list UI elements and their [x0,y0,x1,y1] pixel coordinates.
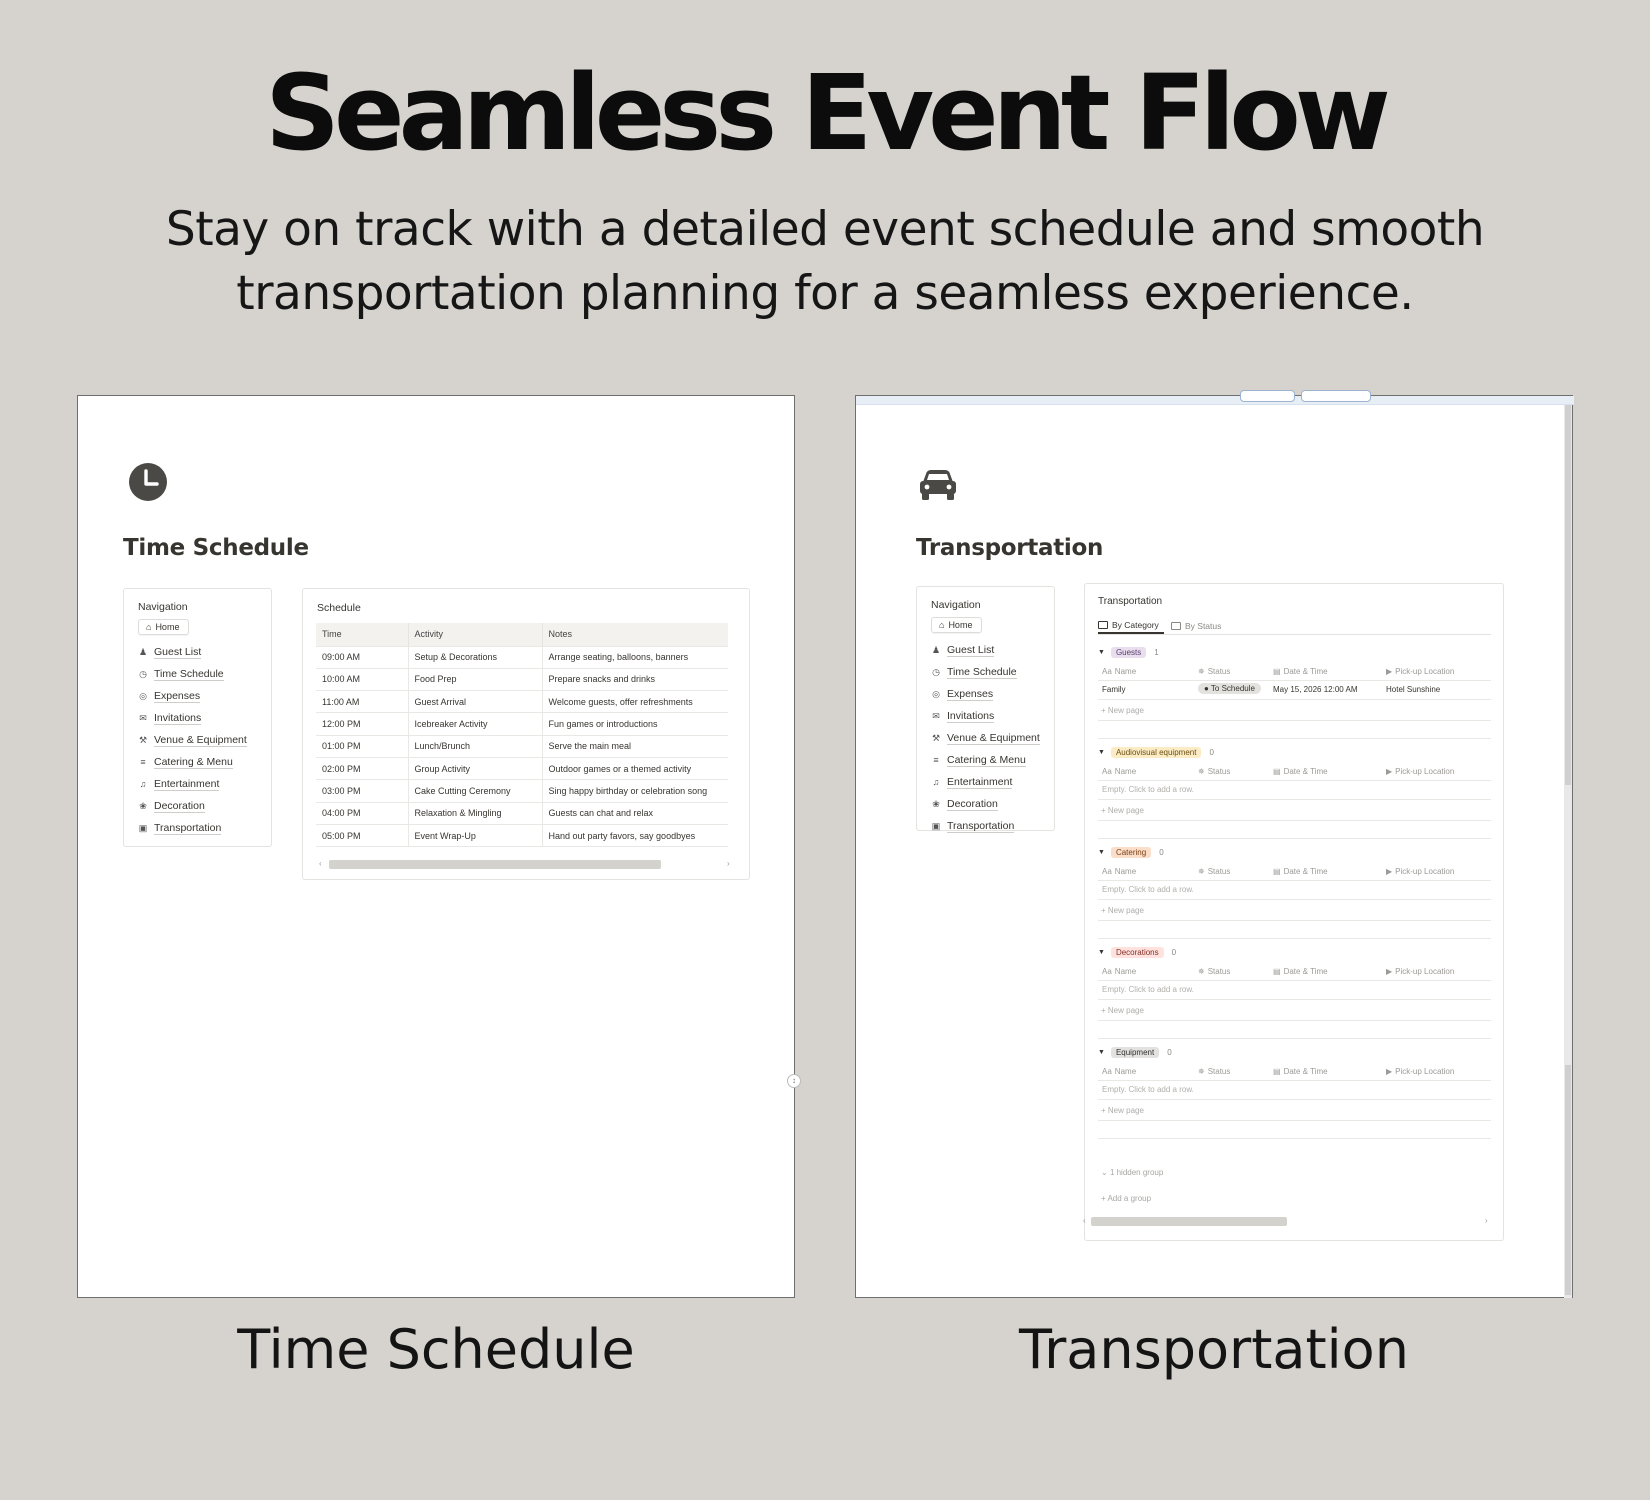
column-header-label: Date & Time [1283,767,1328,776]
empty-row[interactable] [1098,881,1491,900]
car-icon: ▣ [138,823,148,833]
column-type-icon: Aa [1102,1067,1112,1076]
table-row[interactable] [316,802,728,824]
table-cell[interactable]: Event Wrap-Up [408,824,542,846]
group-header[interactable] [1098,1044,1172,1060]
sidebar-item-label: Catering & Menu [154,755,233,768]
guests-icon: ♟ [931,645,941,655]
tab-label: By Status [1185,620,1222,631]
scroll-left-arrow[interactable]: ‹ [1083,1216,1086,1225]
table-row[interactable] [1098,681,1491,700]
column-header[interactable] [1198,867,1230,876]
column-header-label: Pick-up Location [1395,967,1455,976]
group-count: 0 [1167,1047,1172,1057]
navigation-panel [916,586,1055,831]
caption-time-schedule: Time Schedule [237,1318,635,1381]
car-icon: ▣ [931,821,941,831]
group-decorations [1098,944,1491,1039]
column-header-label: Name [1114,967,1137,976]
horizontal-scrollbar[interactable] [1091,1217,1287,1226]
empty-row[interactable] [1098,1081,1491,1100]
column-header[interactable] [1386,1067,1454,1076]
decoration-icon: ❀ [139,801,147,811]
decoration-icon: ❀ [932,799,940,809]
table-row[interactable] [316,780,728,802]
column-headers [1098,1063,1491,1081]
column-header-label: Name [1114,667,1137,676]
column-header[interactable] [1386,767,1454,776]
group-tag: Equipment [1111,1047,1159,1058]
group-tag: Audiovisual equipment [1111,747,1202,758]
group-guests [1098,644,1491,739]
hidden-group-toggle[interactable]: ⌄ 1 hidden group [1101,1168,1164,1177]
column-header[interactable] [1273,767,1328,776]
sidebar-item-label: Entertainment [154,777,220,790]
group-tag: Decorations [1111,947,1164,958]
table-row[interactable] [316,646,728,668]
navigation-panel [123,588,272,847]
sidebar-item-decoration[interactable] [138,795,261,817]
sidebar-item-label: Invitations [947,709,995,722]
column-type-icon: Aa [1102,767,1112,776]
status-badge[interactable]: ● To Schedule [1198,683,1261,694]
clock-icon: ◷ [139,669,147,679]
empty-row-label: Empty. Click to add a row. [1102,1085,1194,1094]
column-header-label: Pick-up Location [1395,767,1455,776]
table-cell[interactable]: Group Activity [408,757,542,779]
column-header[interactable] [1198,967,1230,976]
sidebar-item-label: Venue & Equipment [154,733,247,746]
table-row[interactable] [316,668,728,690]
utensils-icon: ≡ [140,757,146,767]
vertical-scrollbar[interactable] [1564,405,1572,1298]
column-type-icon: ▤ [1273,667,1281,676]
sidebar-item-decoration[interactable] [931,793,1044,815]
column-type-icon: ▶ [1386,667,1393,676]
column-headers [1098,663,1491,681]
sidebar-item-label: Decoration [947,797,998,810]
venue-icon: ⚒ [138,735,148,745]
table-cell[interactable]: Hotel Sunshine [1386,685,1441,694]
clock-icon [128,462,168,502]
column-type-icon: ▤ [1273,867,1281,876]
sidebar-item-label: Catering & Menu [947,753,1026,766]
table-cell[interactable]: Welcome guests, offer refreshments [542,691,728,713]
column-header[interactable] [1386,967,1454,976]
table-cell[interactable]: Cake Cutting Ceremony [408,780,542,802]
vertical-scroll-thumb[interactable] [1565,1065,1571,1295]
table-row[interactable] [316,713,728,735]
group-header[interactable] [1098,744,1214,760]
sidebar-item-label: Time Schedule [947,665,1017,678]
subheadline-line-2: transportation planning for a seamless experience. [236,266,1414,321]
new-page-label: New page [1107,806,1144,815]
toolbar-pill[interactable] [1301,390,1371,402]
venue-icon: ⚒ [931,733,941,743]
table-cell[interactable]: 05:00 PM [316,824,408,846]
table-row[interactable] [316,824,728,846]
column-header-label: Pick-up Location [1395,867,1455,876]
page-title: Transportation [916,535,1104,561]
column-type-icon: ▤ [1273,967,1281,976]
page-title: Time Schedule [123,535,309,561]
column-type-icon: ▤ [1273,767,1281,776]
guests-icon: ♟ [138,647,148,657]
column-type-icon: ▶ [1386,1067,1393,1076]
column-header[interactable] [1273,1067,1328,1076]
new-page-button[interactable]: + New page [1101,1106,1144,1115]
sidebar-item-entertainment[interactable] [138,773,261,795]
column-header-label: Date & Time [1283,1067,1328,1076]
new-page-button[interactable]: + New page [1101,706,1144,715]
table-cell[interactable]: Icebreaker Activity [408,713,542,735]
side-handle-icon[interactable]: ↕ [787,1074,801,1088]
navigation-heading: Navigation [931,599,981,611]
divider [1098,820,1491,821]
new-page-button[interactable]: + New page [1101,806,1144,815]
column-header[interactable] [1102,967,1136,976]
new-page-label: New page [1107,706,1144,715]
table-cell[interactable]: 12:00 PM [316,713,408,735]
sidebar-item-label: Invitations [154,711,202,724]
car-icon [918,468,958,502]
sidebar-item-label: Venue & Equipment [947,731,1040,744]
column-header-label: Name [1114,867,1137,876]
column-headers [1098,963,1491,981]
group-tag: Catering [1111,847,1151,858]
caret-down-icon[interactable]: ▼ [1098,1048,1105,1056]
column-header[interactable] [1273,867,1328,876]
table-cell[interactable]: 03:00 PM [316,780,408,802]
group-header[interactable] [1098,844,1164,860]
schedule-table [316,623,728,847]
sidebar-item-label: Expenses [947,687,994,700]
table-row[interactable] [316,735,728,757]
column-header[interactable] [1102,767,1136,776]
divider [1098,1020,1491,1021]
caret-down-icon[interactable]: ▼ [1098,948,1105,956]
column-type-icon: ▶ [1386,767,1393,776]
transportation-screenshot [855,395,1573,1298]
table-row[interactable] [316,691,728,713]
caret-down-icon[interactable]: ▼ [1098,748,1105,756]
music-icon: ♫ [139,779,147,789]
column-type-icon: Aa [1102,867,1112,876]
schedule-title: Schedule [317,602,361,614]
column-headers [1098,763,1491,781]
column-type-icon: ▶ [1386,967,1393,976]
envelope-icon: ✉ [932,711,940,721]
column-header-label: Pick-up Location [1395,667,1455,676]
column-header[interactable]: Activity [408,623,542,646]
column-header-label: Status [1207,967,1231,976]
empty-row[interactable] [1098,781,1491,800]
sidebar-item-label: Guest List [154,645,202,658]
music-icon: ♫ [932,777,940,787]
add-group-label: Add a group [1107,1194,1152,1203]
sidebar-item-venue-equipment[interactable] [138,729,261,751]
home-button[interactable] [931,617,982,633]
table-cell[interactable]: Family [1102,685,1126,694]
table-cell[interactable]: Fun games or introductions [542,713,728,735]
table-cell[interactable]: 10:00 AM [316,668,408,690]
tab-label: By Category [1112,619,1159,630]
table-icon [1098,621,1108,629]
new-page-button[interactable]: + New page [1101,1006,1144,1015]
top-toolbar [856,396,1574,405]
column-header-label: Status [1207,1067,1231,1076]
caret-down-icon[interactable]: ▼ [1098,848,1105,856]
column-type-icon: ✵ [1198,867,1205,876]
column-header[interactable] [1386,867,1454,876]
sidebar-item-label: Transportation [947,819,1015,832]
column-header[interactable] [1386,667,1454,676]
sidebar-item-time-schedule[interactable] [138,663,261,685]
transportation-card-title: Transportation [1098,596,1163,607]
sidebar-item-label: Guest List [947,643,995,656]
divider [1098,838,1491,839]
group-header[interactable] [1098,644,1159,660]
table-cell[interactable]: Lunch/Brunch [408,735,542,757]
table-cell[interactable]: May 15, 2026 12:00 AM [1273,685,1358,694]
new-page-label: New page [1107,1006,1144,1015]
coins-icon: ◎ [139,691,147,701]
time-schedule-screenshot [77,395,795,1298]
column-type-icon: ✵ [1198,767,1205,776]
table-cell[interactable]: 09:00 AM [316,646,408,668]
scroll-left-arrow[interactable]: ‹ [319,859,322,868]
table-cell[interactable]: Outdoor games or a themed activity [542,757,728,779]
divider [1098,1120,1491,1121]
clock-icon: ◷ [932,667,940,677]
horizontal-scrollbar[interactable] [329,860,661,869]
home-label: Home [948,620,973,630]
table-cell[interactable]: Relaxation & Mingling [408,802,542,824]
table-cell[interactable]: Setup & Decorations [408,646,542,668]
caret-down-icon[interactable]: ▼ [1098,648,1105,656]
column-type-icon: ✵ [1198,1067,1205,1076]
column-header-label: Name [1114,1067,1137,1076]
table-cell[interactable]: Prepare snacks and drinks [542,668,728,690]
column-header-label: Date & Time [1283,667,1328,676]
divider [1098,1038,1491,1039]
scroll-right-arrow[interactable]: › [1485,1216,1488,1225]
home-label: Home [155,622,180,632]
sidebar-item-label: Transportation [154,821,222,834]
table-cell[interactable]: Hand out party favors, say goodbyes [542,824,728,846]
empty-row-label: Empty. Click to add a row. [1102,985,1194,994]
subheadline-line-1: Stay on track with a detailed event schedule and smooth [165,202,1485,257]
divider [1098,720,1491,721]
sidebar-item-transportation[interactable] [138,817,261,839]
headline: Seamless Event Flow [265,52,1385,174]
group-count: 0 [1159,847,1164,857]
table-cell[interactable]: Guests can chat and relax [542,802,728,824]
column-header[interactable] [1273,967,1328,976]
divider [1098,920,1491,921]
sidebar-item-label: Time Schedule [154,667,224,680]
column-header-label: Date & Time [1283,967,1328,976]
board-icon [1171,622,1181,630]
sidebar-item-expenses[interactable] [138,685,261,707]
column-header[interactable]: Notes [542,623,728,646]
table-cell[interactable]: Food Prep [408,668,542,690]
table-cell[interactable]: Guest Arrival [408,691,542,713]
column-header[interactable] [1102,867,1136,876]
table-cell[interactable]: 01:00 PM [316,735,408,757]
column-header[interactable]: Time [316,623,408,646]
tab-by-status[interactable] [1171,617,1221,634]
column-header[interactable] [1198,1067,1230,1076]
table-cell[interactable]: Serve the main meal [542,735,728,757]
status-label: To Schedule [1210,684,1255,693]
sidebar-item-entertainment[interactable] [931,771,1044,793]
divider [1098,1138,1491,1139]
empty-row-label: Empty. Click to add a row. [1102,785,1194,794]
caption-transportation: Transportation [1019,1318,1409,1381]
column-type-icon: ✵ [1198,967,1205,976]
table-cell[interactable]: 11:00 AM [316,691,408,713]
column-type-icon: ✵ [1198,667,1205,676]
divider [1098,938,1491,939]
sidebar-item-venue-equipment[interactable] [931,727,1044,749]
sidebar-item-time-schedule[interactable] [931,661,1044,683]
sidebar-item-invitations[interactable] [931,705,1044,727]
divider [1098,738,1491,739]
empty-row[interactable] [1098,981,1491,1000]
scroll-right-arrow[interactable]: › [727,859,730,868]
sidebar-item-guest-list[interactable] [931,639,1044,661]
sidebar-item-catering-menu[interactable] [138,751,261,773]
column-header[interactable] [1198,667,1230,676]
group-count: 1 [1154,647,1159,657]
sidebar-item-invitations[interactable] [138,707,261,729]
column-headers [1098,863,1491,881]
utensils-icon: ≡ [933,755,939,765]
table-row[interactable] [316,757,728,779]
table-cell[interactable]: 04:00 PM [316,802,408,824]
new-page-label: New page [1107,1106,1144,1115]
group-audiovisual-equipment [1098,744,1491,839]
column-header-label: Status [1207,767,1231,776]
group-equipment [1098,1044,1491,1139]
table-cell[interactable]: 02:00 PM [316,757,408,779]
tab-by-category[interactable] [1098,617,1164,634]
column-type-icon: ▤ [1273,1067,1281,1076]
vertical-scroll-thumb[interactable] [1565,405,1571,785]
column-type-icon: Aa [1102,967,1112,976]
column-type-icon: Aa [1102,667,1112,676]
new-page-label: New page [1107,906,1144,915]
sidebar-item-label: Expenses [154,689,201,702]
table-cell[interactable]: Sing happy birthday or celebration song [542,780,728,802]
group-tag: Guests [1111,647,1146,658]
home-button[interactable] [138,619,189,635]
empty-row-label: Empty. Click to add a row. [1102,885,1194,894]
navigation-heading: Navigation [138,601,188,613]
table-cell[interactable]: Arrange seating, balloons, banners [542,646,728,668]
column-header-label: Status [1207,867,1231,876]
sidebar-item-label: Entertainment [947,775,1013,788]
column-header[interactable] [1198,767,1230,776]
column-header-label: Pick-up Location [1395,1067,1455,1076]
column-header-label: Status [1207,667,1231,676]
sidebar-item-guest-list[interactable] [138,641,261,663]
sidebar-item-catering-menu[interactable] [931,749,1044,771]
column-header[interactable] [1102,667,1136,676]
sidebar-item-transportation[interactable] [931,815,1044,837]
column-header-label: Name [1114,767,1137,776]
column-header[interactable] [1273,667,1328,676]
home-icon: ⌂ [146,622,152,632]
toolbar-pill[interactable] [1240,390,1295,402]
group-count: 0 [1209,747,1214,757]
column-header[interactable] [1102,1067,1136,1076]
group-catering [1098,844,1491,939]
column-header-label: Date & Time [1283,867,1328,876]
envelope-icon: ✉ [139,713,147,723]
sidebar-item-expenses[interactable] [931,683,1044,705]
schedule-card [302,588,750,880]
group-count: 0 [1171,947,1177,957]
add-group-button[interactable]: + Add a group [1101,1194,1152,1203]
new-page-button[interactable]: + New page [1101,906,1144,915]
transportation-card [1084,583,1504,1241]
group-header[interactable] [1098,944,1176,960]
hidden-group-label: 1 hidden group [1109,1168,1164,1177]
view-tabs [1098,617,1491,635]
coins-icon: ◎ [932,689,940,699]
column-type-icon: ▶ [1386,867,1393,876]
sidebar-item-label: Decoration [154,799,205,812]
home-icon: ⌂ [939,620,945,630]
